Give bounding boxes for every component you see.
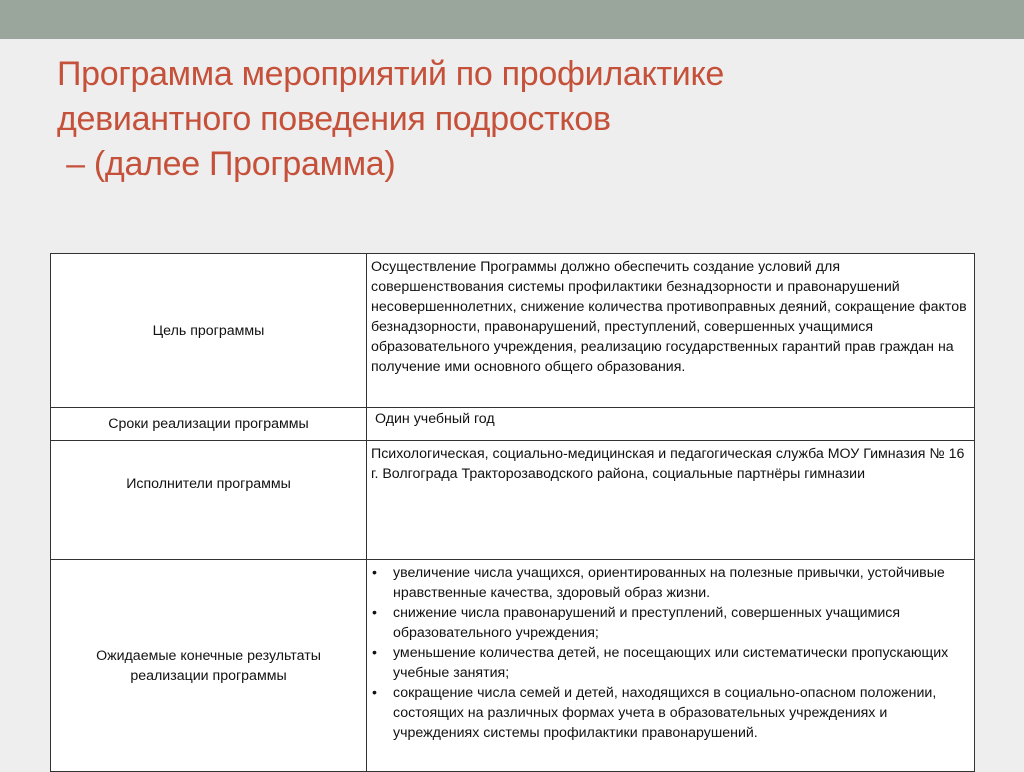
table-row-executors <box>51 441 975 560</box>
goal-label: Цель программы <box>51 254 367 408</box>
terms-value: Один учебный год <box>367 408 975 441</box>
results-list-item: • увеличение числа учащихся, ориентированных на полезные привычки, устойчивые нравственные качества, здоровый образ жизни. <box>371 563 970 603</box>
results-value <box>367 560 975 772</box>
program-table <box>50 253 975 772</box>
table-row-terms <box>51 408 975 441</box>
table-row-goal <box>51 254 975 408</box>
results-list <box>371 563 970 743</box>
title-line-2: девиантного поведения подростков <box>57 100 611 138</box>
results-list-item: • сокращение числа семей и детей, находящихся в социально-опасном положении, состоящих на различных формах учета в образовательных учреждениях и учреждениях системы профилактики правонарушений. <box>371 683 970 743</box>
slide-title <box>57 52 957 187</box>
top-accent-bar <box>0 0 1024 39</box>
goal-value: Осуществление Программы должно обеспечить создание условий для совершенствования системы профилактики безнадзорности и правонарушений несовершеннолетних, снижение количества противоправных деяний, сокращение фактов безнадзорности, правонарушений, преступлений, совершенных учащимися образовательного учреждения, реализацию государственных гарантий прав граждан на получение ими основного общего образования. <box>367 254 975 408</box>
executors-value: Психологическая, социально-медицинская и педагогическая служба МОУ Гимназия № 16 г. Волгограда Тракторозаводского района, социальные партнёры гимназии <box>367 441 975 560</box>
title-line-1: Программа мероприятий по профилактике <box>57 55 725 93</box>
title-line-3: – (далее Программа) <box>57 145 396 183</box>
executors-label: Исполнители программы <box>51 441 367 560</box>
table-row-results <box>51 560 975 772</box>
results-list-item: • снижение числа правонарушений и преступлений, совершенных учащимися образовательного учреждения; <box>371 603 970 643</box>
results-label: Ожидаемые конечные результаты реализации программы <box>51 560 367 772</box>
terms-label: Сроки реализации программы <box>51 408 367 441</box>
results-list-item: • уменьшение количества детей, не посещающих или систематически пропускающих учебные занятия; <box>371 643 970 683</box>
